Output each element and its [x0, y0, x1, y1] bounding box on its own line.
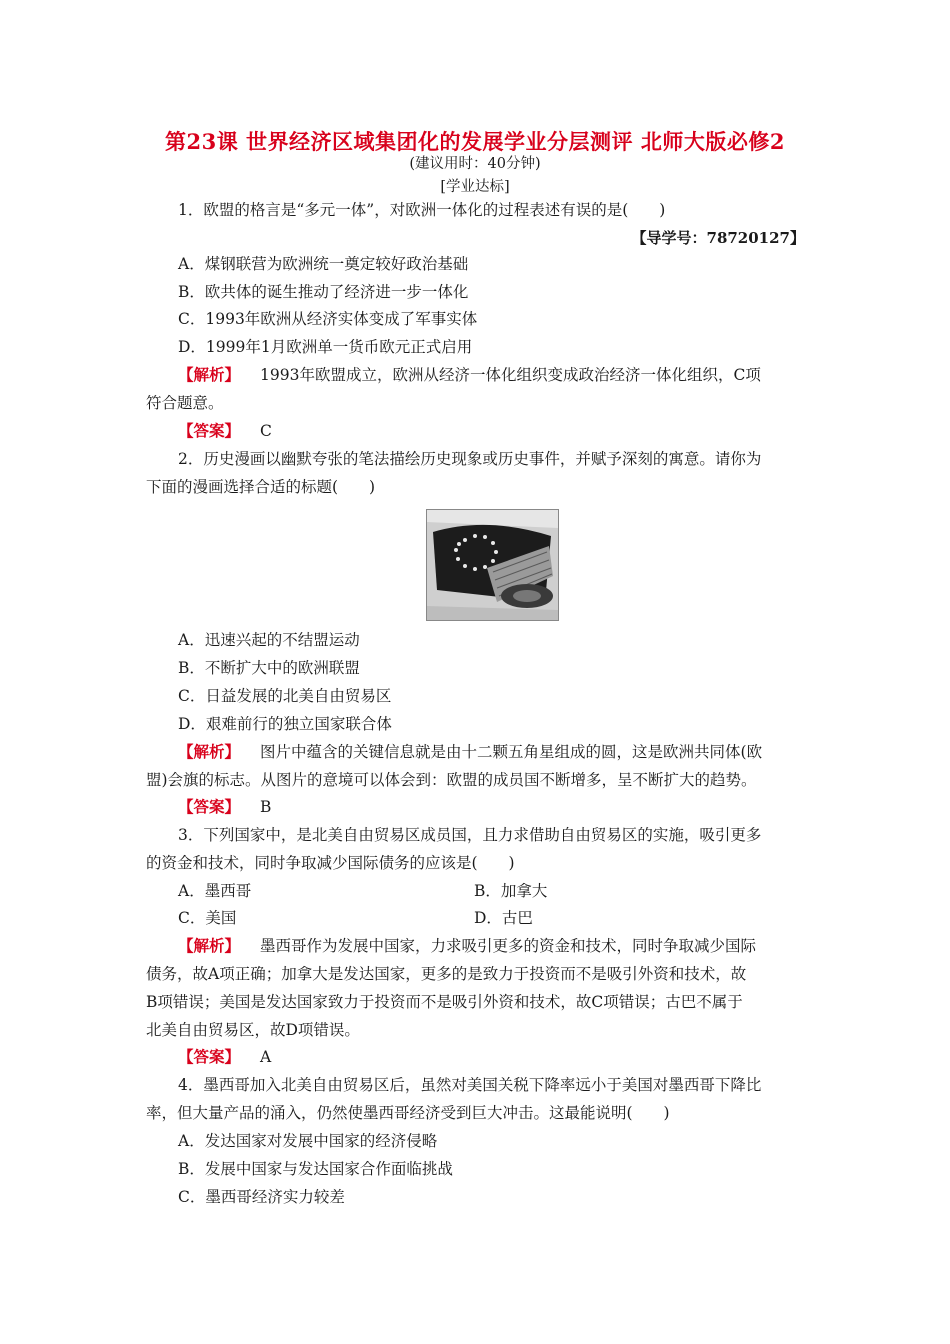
- section-heading: [学业达标]: [440, 179, 510, 195]
- q3-answer-value: A: [260, 1048, 272, 1066]
- q2-stem-line1: 2．历史漫画以幽默夸张的笔法描绘历史现象或历史事件，并赋予深刻的寓意。请你为: [178, 450, 762, 468]
- q1-answer-value: C: [260, 422, 272, 440]
- q2-option-b: B．不断扩大中的欧洲联盟: [178, 659, 360, 677]
- analysis-label: 【解析】: [178, 936, 241, 955]
- q3-option-b: B．加拿大: [474, 882, 548, 900]
- analysis-label: 【解析】: [178, 365, 241, 384]
- q3-option-d: D．古巴: [474, 909, 533, 927]
- q3-analysis-line3: B项错误；美国是发达国家致力于投资而不是吸引外资和技术，故C项错误；古巴不属于: [146, 993, 743, 1011]
- q4-option-c: C．墨西哥经济实力较差: [178, 1188, 345, 1206]
- q2-analysis-line2: 盟)会旗的标志。从图片的意境可以体会到：欧盟的成员国不断增多，呈不断扩大的趋势。: [146, 771, 757, 789]
- q3-option-c: C．美国: [178, 909, 237, 927]
- q4-option-a: A．发达国家对发展中国家的经济侵略: [178, 1132, 438, 1150]
- q2-option-c: C．日益发展的北美自由贸易区: [178, 687, 392, 705]
- answer-label: 【答案】: [178, 1047, 241, 1066]
- q1-analysis: [178, 364, 761, 386]
- q3-stem-line2: 的资金和技术，同时争取减少国际债务的应该是( ): [146, 854, 515, 872]
- q4-stem-line1: 4．墨西哥加入北美自由贸易区后，虽然对美国关税下降率远小于美国对墨西哥下降比: [178, 1076, 762, 1094]
- q3-analysis-line4: 北美自由贸易区，故D项错误。: [146, 1021, 360, 1039]
- suggested-time: (建议用时：40分钟): [409, 156, 541, 172]
- q3-analysis-line2: 债务，故A项正确；加拿大是发达国家，更多的是致力于投资而不是吸引外资和技术，故: [146, 965, 747, 983]
- q2-analysis: [178, 741, 762, 763]
- q1-option-b: B．欧共体的诞生推动了经济进一步一体化: [178, 283, 469, 301]
- document-title: 第23课 世界经济区域集团化的发展学业分层测评 北师大版必修2: [165, 129, 785, 154]
- q2-analysis-line1: 图片中蕴含的关键信息就是由十二颗五角星组成的圆，这是欧洲共同体(欧: [260, 743, 763, 761]
- q1-guide-number: 【导学号：78720127】: [631, 229, 805, 247]
- q2-answer-value: B: [260, 798, 272, 816]
- q1-stem: 1．欧盟的格言是“多元一体”，对欧洲一体化的过程表述有误的是( ): [178, 201, 666, 219]
- q2-stem-line2: 下面的漫画选择合适的标题( ): [146, 478, 376, 496]
- q3-analysis: [178, 935, 756, 957]
- q3-option-a: A．墨西哥: [178, 882, 252, 900]
- q1-option-a: A．煤钢联营为欧洲统一奠定较好政治基础: [178, 255, 469, 273]
- q1-option-c: C．1993年欧洲从经济实体变成了军事实体: [178, 310, 478, 328]
- q2-option-d: D．艰难前行的独立国家联合体: [178, 715, 392, 733]
- q1-option-d: D．1999年1月欧洲单一货币欧元正式启用: [178, 338, 473, 356]
- q3-stem-line1: 3．下列国家中，是北美自由贸易区成员国，且力求借助自由贸易区的实施，吸引更多: [178, 826, 762, 844]
- eu-flag-carpet-cartoon-image: [426, 509, 559, 621]
- answer-label: 【答案】: [178, 421, 241, 440]
- q3-analysis-line1: 墨西哥作为发展中国家，力求吸引更多的资金和技术，同时争取减少国际: [260, 937, 757, 955]
- q4-option-b: B．发展中国家与发达国家合作面临挑战: [178, 1160, 453, 1178]
- q2-option-a: A．迅速兴起的不结盟运动: [178, 631, 360, 649]
- q1-analysis-line1: 1993年欧盟成立，欧洲从经济一体化组织变成政治经济一体化组织，C项: [260, 366, 761, 384]
- analysis-label: 【解析】: [178, 742, 241, 761]
- q1-analysis-line2: 符合题意。: [146, 394, 224, 412]
- q4-stem-line2: 率，但大量产品的涌入，仍然使墨西哥经济受到巨大冲击。这最能说明( ): [146, 1104, 670, 1122]
- answer-label: 【答案】: [178, 797, 241, 816]
- q1-answer: [178, 420, 272, 442]
- q3-answer: [178, 1046, 271, 1068]
- q2-answer: [178, 796, 271, 818]
